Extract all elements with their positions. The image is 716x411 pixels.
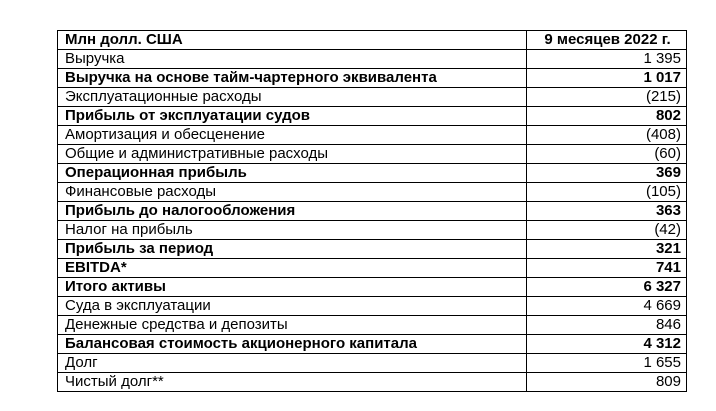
row-value: 1 655	[527, 354, 687, 373]
table-row	[58, 69, 687, 88]
table-header-row	[58, 31, 687, 50]
row-label: Прибыль от эксплуатации судов	[58, 107, 527, 126]
header-units: Млн долл. США	[58, 31, 527, 50]
row-label: Амортизация и обесценение	[58, 126, 527, 145]
row-value: 363	[527, 202, 687, 221]
table-row	[58, 145, 687, 164]
table-row	[58, 183, 687, 202]
row-label: Налог на прибыль	[58, 221, 527, 240]
financial-summary-table	[57, 30, 687, 392]
table-row	[58, 316, 687, 335]
table-row	[58, 221, 687, 240]
row-value: 4 312	[527, 335, 687, 354]
row-value: 1 395	[527, 50, 687, 69]
row-value: 809	[527, 373, 687, 392]
row-label: Финансовые расходы	[58, 183, 527, 202]
row-value: (42)	[527, 221, 687, 240]
row-label: Итого активы	[58, 278, 527, 297]
row-label: EBITDA*	[58, 259, 527, 278]
table-row	[58, 373, 687, 392]
row-value: 369	[527, 164, 687, 183]
row-value: (408)	[527, 126, 687, 145]
row-label: Долг	[58, 354, 527, 373]
row-label: Операционная прибыль	[58, 164, 527, 183]
row-label: Эксплуатационные расходы	[58, 88, 527, 107]
row-label: Балансовая стоимость акционерного капитала	[58, 335, 527, 354]
table-row	[58, 107, 687, 126]
header-period: 9 месяцев 2022 г.	[527, 31, 687, 50]
row-value: 6 327	[527, 278, 687, 297]
row-label: Общие и административные расходы	[58, 145, 527, 164]
row-value: 4 669	[527, 297, 687, 316]
row-value: 1 017	[527, 69, 687, 88]
row-label: Выручка	[58, 50, 527, 69]
table-row	[58, 202, 687, 221]
row-label: Прибыль за период	[58, 240, 527, 259]
row-label: Денежные средства и депозиты	[58, 316, 527, 335]
row-label: Суда в эксплуатации	[58, 297, 527, 316]
table-row	[58, 278, 687, 297]
table-row	[58, 354, 687, 373]
table-row	[58, 50, 687, 69]
table-body	[58, 50, 687, 392]
table-row	[58, 164, 687, 183]
table-row	[58, 88, 687, 107]
table-row	[58, 335, 687, 354]
row-label: Прибыль до налогообложения	[58, 202, 527, 221]
table-row	[58, 297, 687, 316]
table-row	[58, 259, 687, 278]
row-label: Чистый долг**	[58, 373, 527, 392]
row-value: 321	[527, 240, 687, 259]
table-row	[58, 240, 687, 259]
row-value: 846	[527, 316, 687, 335]
row-label: Выручка на основе тайм-чартерного эквивалента	[58, 69, 527, 88]
row-value: 741	[527, 259, 687, 278]
row-value: (105)	[527, 183, 687, 202]
row-value: 802	[527, 107, 687, 126]
table-row	[58, 126, 687, 145]
row-value: (215)	[527, 88, 687, 107]
row-value: (60)	[527, 145, 687, 164]
